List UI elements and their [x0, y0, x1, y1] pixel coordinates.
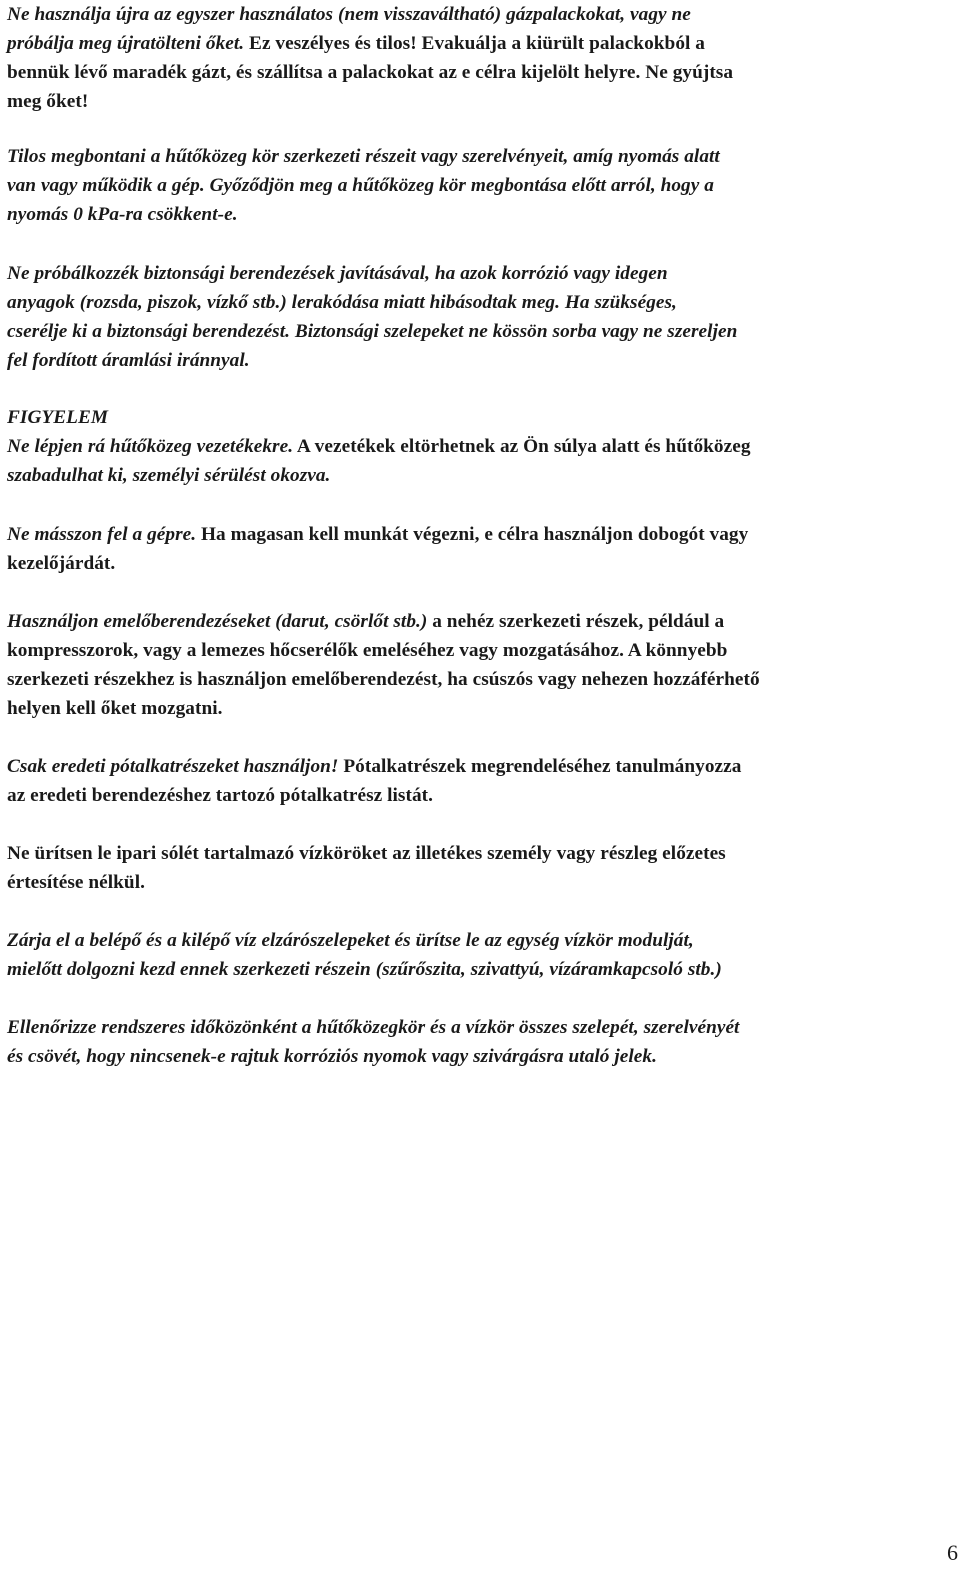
paragraph-2 [7, 142, 720, 229]
page-number: 6 [947, 1540, 958, 1565]
text-run: anyagok (rozsda, piszok, vízkő stb.) lerakódása miatt hibásodtak meg. Ha szükséges, [7, 292, 677, 313]
paragraph-line [7, 665, 760, 694]
text-run: Ne ürítsen le ipari sólét tartalmazó vízköröket az illetékes személy vagy részleg előzetes [7, 843, 726, 864]
paragraph-line [7, 29, 733, 58]
text-run: kezelőjárdát. [7, 553, 116, 574]
paragraph-line [7, 58, 733, 87]
paragraph-line [7, 955, 722, 984]
text-run: Győződjön meg a hűtőközeg kör megbontása előtt arról, hogy a [204, 175, 714, 196]
text-run: cserélje ki a biztonsági berendezést. [7, 321, 291, 342]
paragraph-line [7, 781, 741, 810]
text-run: szerkezeti részekhez is használjon emelőberendezést, ha csúszós vagy nehezen hozzáférhető [7, 669, 760, 690]
text-run: van vagy működik a gép. [7, 175, 205, 196]
paragraph-line [7, 752, 741, 781]
text-run: próbálja meg újratölteni őket. [7, 33, 245, 54]
text-run: Biztonsági szelepeket ne kössön sorba vagy ne szereljen [290, 321, 738, 342]
text-run: Pótalkatrészek megrendeléséhez tanulmányozza [338, 756, 742, 777]
paragraph-line [7, 520, 748, 549]
text-run: Ne lépjen rá hűtőközeg vezetékekre. [7, 436, 294, 457]
text-run: Használjon emelőberendezéseket (darut, csörlőt stb.) [7, 611, 428, 632]
paragraph-line [7, 926, 722, 955]
paragraph-line [7, 607, 760, 636]
text-run: Ez veszélyes és tilos! Evakuálja a kiürült palackokból a [244, 33, 705, 54]
text-run: és csövét, hogy nincsenek-e rajtuk korróziós nyomok vagy szivárgásra utaló jelek. [7, 1046, 657, 1067]
paragraph-line [7, 259, 737, 288]
paragraph-line [7, 346, 737, 375]
paragraph-line [7, 549, 748, 578]
text-run: FIGYELEM [7, 407, 109, 428]
paragraph-8 [7, 839, 726, 897]
text-run: értesítése nélkül. [7, 872, 145, 893]
paragraph-line [7, 839, 726, 868]
paragraph-10 [7, 1013, 739, 1071]
text-run: szabadulhat ki, személyi sérülést okozva. [7, 465, 331, 486]
text-run: kompresszorok, vagy a lemezes hőcserélők emeléséhez vagy mozgatásához. [7, 640, 624, 661]
text-run: meg őket! [7, 91, 89, 112]
paragraph-line [7, 868, 726, 897]
text-run: Ne használja újra az egyszer használatos (nem visszaváltható) gázpalackokat, vagy ne [7, 4, 691, 25]
paragraph-line [7, 171, 720, 200]
paragraph-line [7, 461, 751, 490]
text-run: Ellenőrizze rendszeres időközönként a hűtőközegkör és a vízkör összes szelepét, szerelvényét [7, 1017, 740, 1038]
paragraph-line [7, 288, 737, 317]
text-run: Zárja el a belépő és a kilépő víz elzárószelepeket és ürítse le az egység vízkör modulját, [7, 930, 694, 951]
paragraph-line [7, 1042, 739, 1071]
paragraph-line [7, 142, 720, 171]
paragraph-5 [7, 520, 748, 578]
paragraph-line [7, 432, 751, 461]
text-run: mielőtt dolgozni kezd ennek szerkezeti részein (szűrőszita, szivattyú, vízáramkapcsoló stb.) [7, 959, 722, 980]
text-run: az eredeti berendezéshez tartozó pótalkatrész listát. [7, 785, 433, 806]
paragraph-line [7, 636, 760, 665]
paragraph-line [7, 0, 733, 29]
text-run: nyomás 0 kPa-ra csökkent-e. [7, 204, 238, 225]
paragraph-line [7, 87, 733, 116]
paragraph-7 [7, 752, 741, 810]
paragraph-3 [7, 259, 737, 375]
text-run: bennük lévő maradék gázt, és szállítsa a palackokat az e célra kijelölt helyre. Ne gyújtsa [7, 62, 734, 83]
paragraph-line [7, 1013, 739, 1042]
text-run: Csak eredeti pótalkatrészeket használjon! [7, 756, 339, 777]
text-run: Tilos megbontani a hűtőközeg kör szerkezeti részeit vagy szerelvényeit, amíg nyomás alatt [7, 146, 720, 167]
text-run: a nehéz szerkezeti részek, például a [427, 611, 725, 632]
paragraph-6 [7, 607, 760, 723]
text-run: helyen kell őket mozgatni. [7, 698, 223, 719]
text-run: fel fordított áramlási iránnyal. [7, 350, 250, 371]
paragraph-9 [7, 926, 722, 984]
text-run: Ha magasan kell munkát végezni, e célra használjon dobogót vagy [196, 524, 749, 545]
text-run: A vezetékek eltörhetnek az Ön súlya alatt és hűtőközeg [293, 436, 751, 457]
paragraph-line [7, 694, 760, 723]
paragraph-line [7, 317, 737, 346]
text-run: Ne próbálkozzék biztonsági berendezések javításával, ha azok korrózió vagy idegen [7, 263, 668, 284]
text-run: A könnyebb [623, 640, 728, 661]
paragraph-1 [7, 0, 733, 116]
text-run: Ne másszon fel a gépre. [7, 524, 197, 545]
paragraph-line [7, 200, 720, 229]
paragraph-4 [7, 403, 751, 490]
paragraph-line [7, 403, 751, 432]
